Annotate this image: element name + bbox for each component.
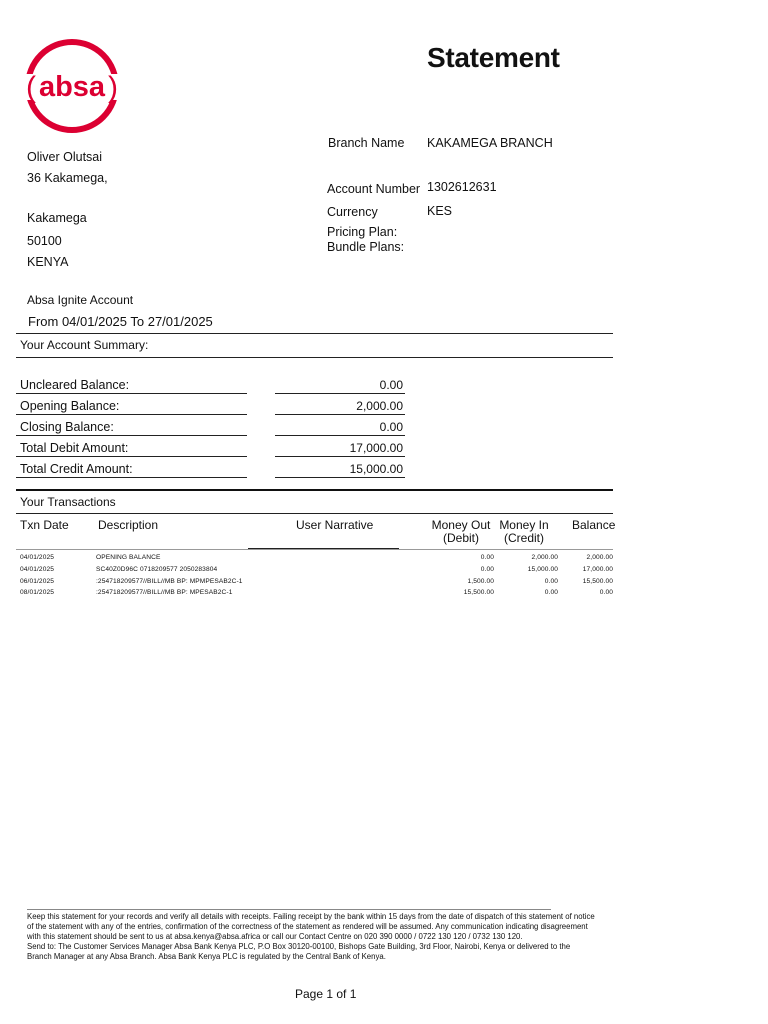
summary-value: 0.00 (379, 420, 403, 434)
cell-date: 04/01/2025 (20, 554, 55, 561)
statement-period: From 04/01/2025 To 27/01/2025 (28, 314, 213, 329)
summary-label: Total Credit Amount: (20, 462, 133, 476)
cell-money-out: 15,500.00 (463, 589, 494, 596)
summary-heading: Your Account Summary: (20, 338, 149, 352)
cell-money-in: 0.00 (544, 589, 558, 596)
transactions-heading: Your Transactions (20, 495, 116, 509)
branch-label: Branch Name (328, 136, 405, 150)
column-header-description: Description (98, 518, 159, 532)
column-header-balance: Balance (572, 518, 616, 532)
money-in-label: Money In (499, 518, 549, 532)
footer-send-to: Send to: The Customer Services Manager Absa Bank Kenya PLC, P.O Box 30120-00100, Bishops Gate Building, 3rd Floor, Nairobi, Kenya or delivered to the Branch Manager at any Absa Branch. Absa Bank Kenya PLC is regulated by the Central Bank of Kenya. (27, 942, 571, 961)
svg-text:): ) (108, 71, 118, 104)
cell-balance: 15,500.00 (582, 578, 613, 585)
cell-description: OPENING BALANCE (96, 554, 161, 561)
summary-value: 17,000.00 (349, 441, 403, 455)
divider (16, 357, 613, 358)
cell-money-out: 1,500.00 (467, 578, 494, 585)
cell-date: 08/01/2025 (20, 589, 55, 596)
cell-balance: 2,000.00 (586, 554, 613, 561)
column-header-money-in (494, 519, 554, 545)
currency-value: KES (427, 204, 453, 218)
divider (16, 456, 247, 457)
column-header-money-out (430, 519, 492, 545)
cell-money-out: 0.00 (480, 566, 494, 573)
divider (275, 477, 405, 478)
cell-money-in: 2,000.00 (531, 554, 558, 561)
cell-description: :254718209577//BILL//MB BP: MPMPESAB2C-1 (96, 578, 243, 585)
divider (16, 414, 247, 415)
column-header-date: Txn Date (20, 518, 69, 532)
absa-logo (22, 36, 122, 136)
cell-money-in: 0.00 (544, 578, 558, 585)
summary-value: 15,000.00 (349, 462, 403, 476)
cell-money-in: 15,000.00 (527, 566, 558, 573)
column-header-narrative: User Narrative (296, 518, 374, 532)
divider (16, 489, 613, 491)
pricing-plan-label: Pricing Plan: (327, 225, 398, 239)
summary-label: Total Debit Amount: (20, 441, 129, 455)
cell-money-out: 0.00 (480, 554, 494, 561)
customer-city: Kakamega (27, 211, 87, 225)
cell-description: SC40Z0D96C 0718209577 2050283804 (96, 566, 218, 573)
divider (16, 333, 613, 334)
account-number-label: Account Number (327, 182, 421, 196)
customer-postal: 50100 (27, 234, 62, 248)
footer-divider (27, 909, 551, 910)
svg-text:absa: absa (38, 71, 106, 103)
cell-balance: 17,000.00 (582, 566, 613, 573)
branch-value: KAKAMEGA BRANCH (427, 136, 553, 150)
divider (275, 393, 405, 394)
summary-label: Uncleared Balance: (20, 378, 130, 392)
divider (16, 435, 247, 436)
cell-date: 06/01/2025 (20, 578, 55, 585)
credit-label: (Credit) (503, 531, 544, 545)
footer-notice (27, 912, 597, 962)
currency-label: Currency (327, 205, 378, 219)
page-number: Page 1 of 1 (295, 987, 357, 1001)
summary-value: 0.00 (379, 378, 403, 392)
svg-text:(: ( (26, 71, 36, 104)
bundle-plans-label: Bundle Plans: (327, 240, 405, 254)
page-title: Statement (427, 42, 560, 73)
customer-name: Oliver Olutsai (27, 150, 103, 164)
footer-notice-text: Keep this statement for your records and verify all details with receipts. Failing receipt by the bank within 15 days from the date of dispatch of this statement of notice of the statement with any of the entries, confirmation of the correctness of the statement as rendered will be assumed. Any communication indicating disagreement with this statement should be sent to us at absa.kenya@absa.africa or call our Contact Centre on 020 390 0000 / 0722 130 120 / 0732 130 120. (27, 912, 595, 941)
customer-country: KENYA (27, 255, 69, 269)
account-type: Absa Ignite Account (27, 293, 134, 307)
divider (275, 414, 405, 415)
debit-label: (Debit) (442, 531, 479, 545)
cell-balance: 0.00 (599, 589, 613, 596)
customer-address1: 36 Kakamega, (27, 171, 108, 185)
divider (16, 393, 247, 394)
account-number-value: 1302612631 (427, 180, 497, 194)
cell-date: 04/01/2025 (20, 566, 55, 573)
cell-description: :254718209577//BILL//MB BP: MPESAB2C-1 (96, 589, 233, 596)
summary-label: Closing Balance: (20, 420, 114, 434)
summary-value: 2,000.00 (356, 399, 403, 413)
divider (16, 513, 613, 514)
divider (16, 549, 613, 550)
divider (275, 456, 405, 457)
money-out-label: Money Out (431, 518, 491, 532)
summary-label: Opening Balance: (20, 399, 120, 413)
divider (275, 435, 405, 436)
divider (16, 477, 247, 478)
